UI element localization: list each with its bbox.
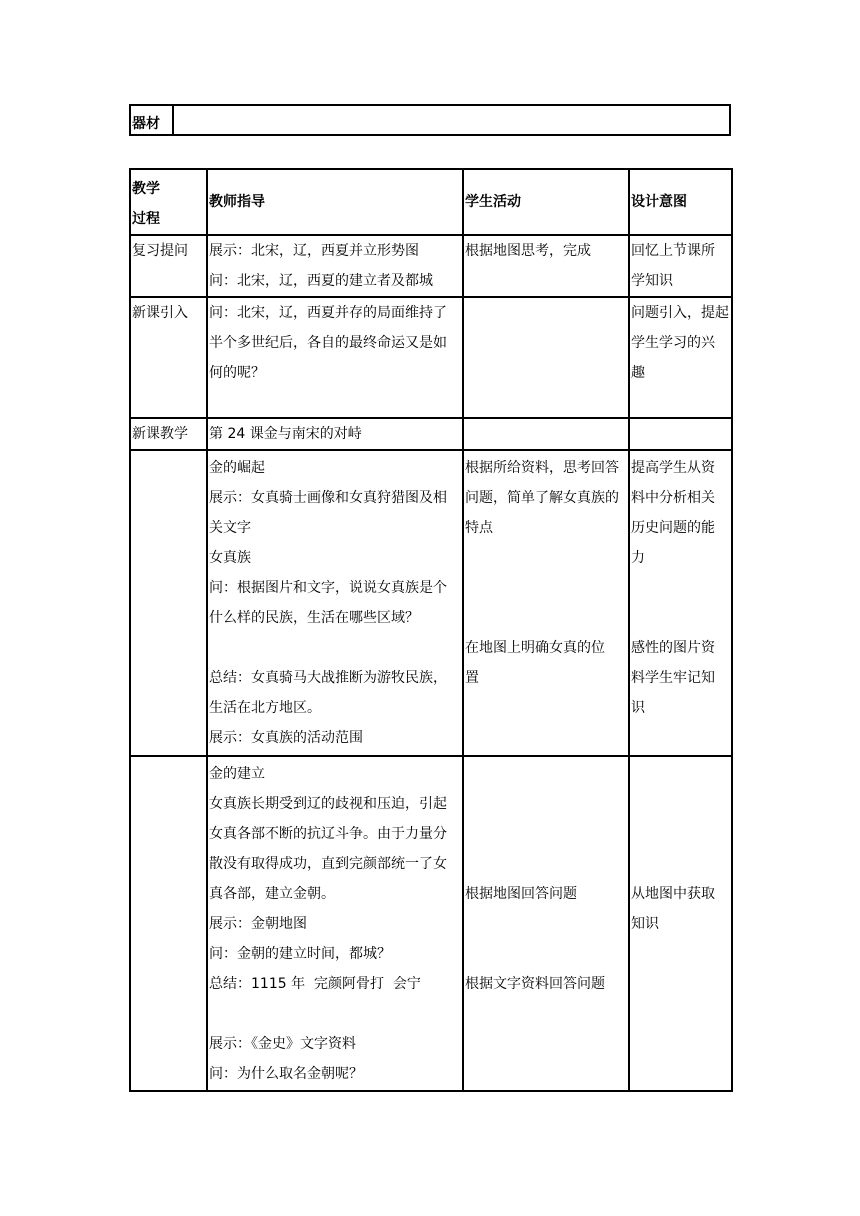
teacher-text-line: 生活在北方地区。 (209, 700, 321, 716)
teacher-text-line: 什么样的民族，生活在哪些区域？ (209, 610, 419, 626)
teacher-text-line: 展示：《金史》文字资料 (209, 1036, 356, 1052)
design-text-line (631, 819, 731, 849)
teacher-text-line: 女真各部不断的抗辽斗争。由于力量分 (209, 826, 447, 842)
teacher-text-line: 问：为什么取名金朝呢？ (209, 1066, 363, 1082)
student-text-line: 特点 (465, 520, 493, 536)
student-text-line (465, 543, 628, 573)
table-row (130, 235, 732, 297)
teacher-text-line: 半个多世纪后，各自的最终命运又是如 (209, 335, 447, 351)
teacher-text-line: 女真族 (209, 550, 251, 566)
cell-student (463, 756, 629, 1091)
teacher-text-line: 总结：女真骑马大战推断为游牧民族， (209, 670, 447, 686)
teacher-text-line: 总结：1115 年 完颜阿骨打 会宁 (209, 976, 421, 992)
design-text-line: 识 (631, 700, 645, 716)
teacher-text-line: 问：根据图片和文字，说说女真族是个 (209, 580, 447, 596)
design-text-line: 问题引入，提起 (631, 305, 729, 321)
cell-design (629, 418, 732, 450)
teacher-text-line: 第 24 课金与南宋的对峙 (209, 426, 362, 442)
header-teacher: 教师指导 (207, 169, 463, 235)
table-row (130, 297, 732, 418)
design-text-line: 趣 (631, 365, 645, 381)
student-text-line (465, 819, 628, 849)
student-text-line (465, 909, 628, 939)
student-text-line: 根据地图思考，完成 (465, 243, 591, 259)
design-text-line (631, 759, 731, 789)
design-text-line: 知识 (631, 916, 659, 932)
student-text-line (465, 789, 628, 819)
design-text-line: 料中分析相关 (631, 490, 715, 506)
teacher-text-line: 展示：北宋，辽，西夏并立形势图 (209, 243, 419, 259)
student-text-line: 置 (465, 670, 479, 686)
cell-design (629, 450, 732, 756)
teacher-text-line: 展示：金朝地图 (209, 916, 307, 932)
design-text-line: 学生学习的兴 (631, 335, 715, 351)
teacher-text-line: 关文字 (209, 520, 251, 536)
design-text-line: 学知识 (631, 273, 673, 289)
header-design: 设计意图 (629, 169, 732, 235)
table-row (130, 756, 732, 1091)
header-stage: 教学 过程 (130, 169, 207, 235)
student-text-line (465, 573, 628, 603)
student-text-line: 根据所给资料，思考回答 (465, 460, 619, 476)
student-text-line (465, 759, 628, 789)
design-text-line: 提高学生从资 (631, 460, 715, 476)
teacher-text-line: 问：北宋，辽，西夏并存的局面维持了 (209, 305, 447, 321)
cell-teacher (207, 418, 463, 450)
student-text-line (465, 603, 628, 633)
teacher-text-line: 展示：女真骑士画像和女真狩猎图及相 (209, 490, 447, 506)
teacher-text-line: 散没有取得成功，直到完颜部统一了女 (209, 856, 447, 872)
cell-design (629, 756, 732, 1091)
cell-stage (130, 450, 207, 756)
student-text-line: 根据文字资料回答问题 (465, 976, 605, 992)
cell-stage: 新课教学 (130, 418, 207, 450)
student-text-line: 在地图上明确女真的位 (465, 640, 605, 656)
teacher-text-line: 何的呢？ (209, 365, 265, 381)
cell-stage: 复习提问 (130, 235, 207, 297)
cell-design (629, 235, 732, 297)
teacher-text-line (209, 999, 462, 1029)
lesson-plan-table (129, 168, 733, 1092)
table-row (130, 418, 732, 450)
header-student: 学生活动 (463, 169, 629, 235)
teacher-text-line: 女真族长期受到辽的歧视和压迫，引起 (209, 796, 447, 812)
table-row (130, 450, 732, 756)
cell-design (629, 297, 732, 418)
teacher-text-line: 金的建立 (209, 766, 265, 782)
cell-teacher (207, 756, 463, 1091)
cell-stage: 新课引入 (130, 297, 207, 418)
design-text-line: 料学生牢记知 (631, 670, 715, 686)
header-row (130, 169, 732, 235)
teacher-text-line: 展示：女真族的活动范围 (209, 730, 363, 746)
cell-stage (130, 756, 207, 1091)
teacher-text-line: 问：金朝的建立时间，都城？ (209, 946, 391, 962)
equipment-value (174, 106, 729, 134)
student-text-line (465, 849, 628, 879)
design-text-line (631, 603, 731, 633)
cell-student (463, 235, 629, 297)
student-text-line (465, 939, 628, 969)
design-text-line (631, 789, 731, 819)
teacher-text-line: 金的崛起 (209, 460, 265, 476)
teacher-text-line: 真各部，建立金朝。 (209, 886, 335, 902)
cell-teacher (207, 297, 463, 418)
design-text-line: 感性的图片资 (631, 640, 715, 656)
cell-student (463, 418, 629, 450)
cell-student (463, 297, 629, 418)
design-text-line: 历史问题的能 (631, 520, 715, 536)
student-text-line: 根据地图回答问题 (465, 886, 577, 902)
design-text-line: 力 (631, 550, 645, 566)
cell-teacher (207, 235, 463, 297)
teacher-text-line: 问：北宋，辽，西夏的建立者及都城 (209, 273, 433, 289)
equipment-table (129, 104, 731, 136)
design-text-line: 回忆上节课所 (631, 243, 715, 259)
teacher-text-line (209, 633, 462, 663)
equipment-label: 器材 (131, 106, 174, 134)
design-text-line (631, 573, 731, 603)
design-text-line: 从地图中获取 (631, 886, 715, 902)
student-text-line: 问题，简单了解女真族的 (465, 490, 619, 506)
cell-student (463, 450, 629, 756)
cell-teacher (207, 450, 463, 756)
design-text-line (631, 849, 731, 879)
